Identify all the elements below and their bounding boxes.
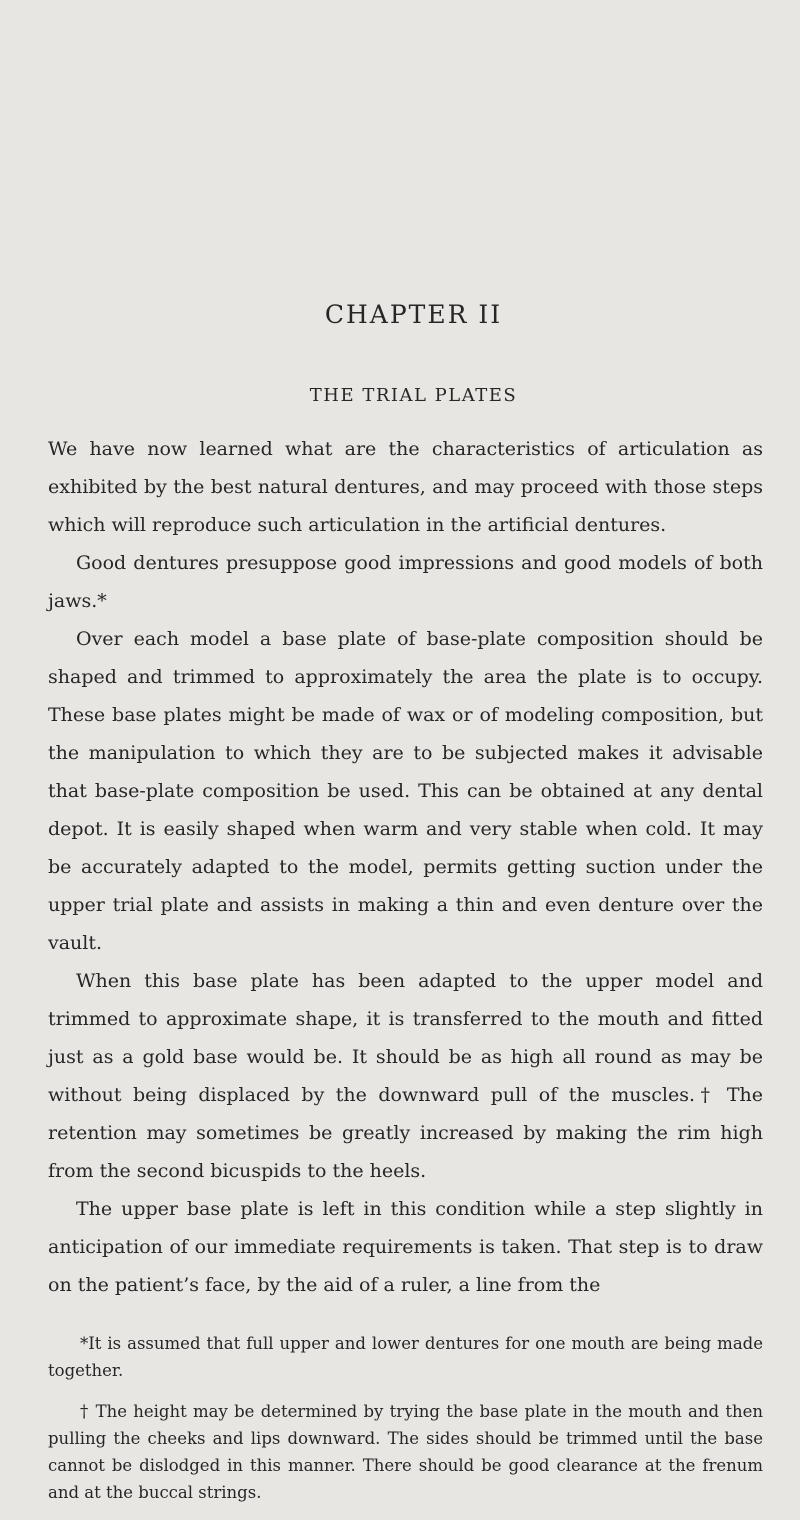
paragraph-3: Over each model a base plate of base-plate composition should be shaped and trimmed to approximately the area the plate is to occupy. These base plates might be made of wax or of modeling composition, but the manipulation to which they are to be subjected makes it advisable that base-plate composition be used. This can be obtained at any dental depot. It is easily shaped when warm and very stable when cold. It may be accurately adapted to the model, permits getting suction under the upper trial plate and assists in making a thin and even denture over the vault. xyxy=(48,628,763,954)
paragraph-4: When this base plate has been adapted to the upper model and trimmed to approximate shape, it is transferred to the mouth and fitted just as a gold base would be. It should be as high all round as may be without being displaced by the downward pull of the muscles.† The retention may sometimes be greatly increased by making the rim high from the second bicuspids to the heels. xyxy=(48,970,763,1182)
footnote-1: *It is assumed that full upper and lower dentures for one mouth are being made together. xyxy=(48,1334,763,1380)
footnote-2: † The height may be determined by trying the base plate in the mouth and then pulling the cheeks and lips downward. The sides should be trimmed until the base cannot be dislodged in this manner. There should be good clearance at the frenum and at the buccal strings. xyxy=(48,1402,763,1502)
footnotes xyxy=(48,1330,763,1506)
section-title: THE TRIAL PLATES xyxy=(309,385,518,406)
body-text xyxy=(48,430,763,1304)
paragraph-2: Good dentures presuppose good impressions and good models of both jaws.* xyxy=(48,552,763,612)
paragraph-5: The upper base plate is left in this condition while a step slightly in anticipation of our immediate requirements is taken. That step is to draw on the patient’s face, by the aid of a ruler, a line from the xyxy=(48,1198,763,1296)
chapter-title: CHAPTER II xyxy=(324,300,503,329)
book-page xyxy=(48,300,763,1520)
paragraph-1: We have now learned what are the characteristics of articulation as exhibited by the best natural dentures, and may proceed with those steps which will reproduce such articulation in the artificial dentures. xyxy=(48,438,763,536)
